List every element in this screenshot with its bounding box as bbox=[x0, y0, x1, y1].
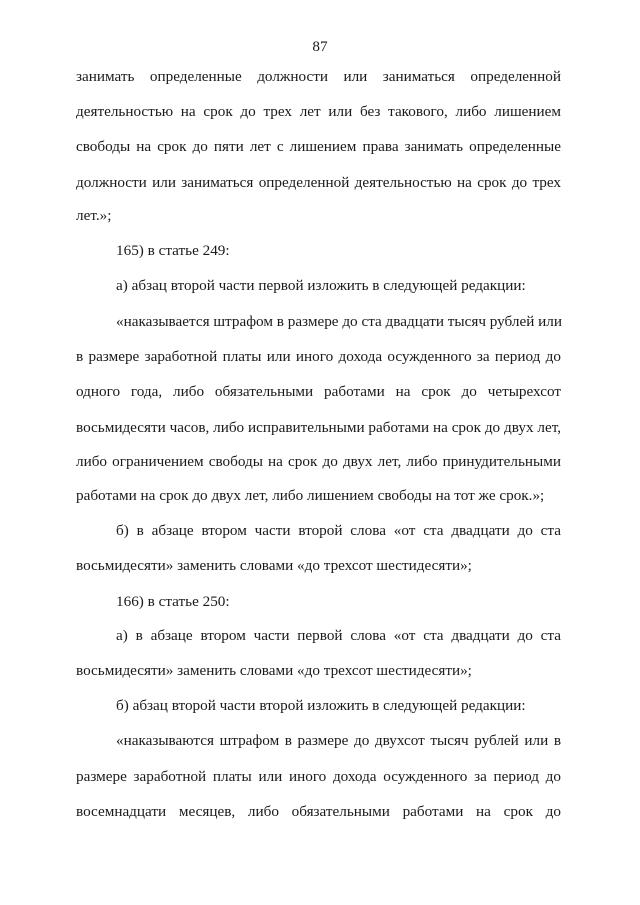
text-line: а) в абзаце втором части первой слова «от ста двадцати до ста bbox=[116, 627, 561, 644]
text-line: занимать определенные должности или заниматься определенной bbox=[76, 68, 561, 85]
text-line: работами на срок до двух лет, либо лишением свободы на тот же срок.»; bbox=[76, 487, 545, 504]
text-line: восемнадцати месяцев, либо обязательными работами на срок до bbox=[76, 803, 561, 820]
text-line: а) абзац второй части первой изложить в следующей редакции: bbox=[116, 277, 526, 294]
text-line: в размере заработной платы или иного дохода осужденного за период до bbox=[76, 348, 561, 365]
text-line: б) в абзаце втором части второй слова «от ста двадцати до ста bbox=[116, 522, 561, 539]
text-line: восьмидесяти» заменить словами «до трехсот шестидесяти»; bbox=[76, 662, 472, 679]
text-line: одного года, либо обязательными работами на срок до четырехсот bbox=[76, 383, 561, 400]
page-number: 87 bbox=[312, 38, 328, 55]
text-line: «наказывается штрафом в размере до ста двадцати тысяч рублей или bbox=[116, 313, 562, 330]
text-line: 165) в статье 249: bbox=[116, 242, 230, 259]
text-line: либо ограничением свободы на срок до двух лет, либо принудительными bbox=[76, 453, 561, 470]
text-line: 166) в статье 250: bbox=[116, 593, 230, 610]
text-line: «наказываются штрафом в размере до двухсот тысяч рублей или в bbox=[116, 732, 561, 749]
text-line: должности или заниматься определенной деятельностью на срок до трех bbox=[76, 174, 561, 191]
text-line: свободы на срок до пяти лет с лишением права занимать определенные bbox=[76, 138, 561, 155]
text-line: б) абзац второй части второй изложить в следующей редакции: bbox=[116, 697, 526, 714]
text-line: восьмидесяти часов, либо исправительными работами на срок до двух лет, bbox=[76, 419, 561, 436]
text-line: восьмидесяти» заменить словами «до трехсот шестидесяти»; bbox=[76, 557, 472, 574]
text-line: размере заработной платы или иного дохода осужденного за период до bbox=[76, 768, 561, 785]
text-line: деятельностью на срок до трех лет или без такового, либо лишением bbox=[76, 103, 561, 120]
text-line: лет.»; bbox=[76, 207, 112, 224]
